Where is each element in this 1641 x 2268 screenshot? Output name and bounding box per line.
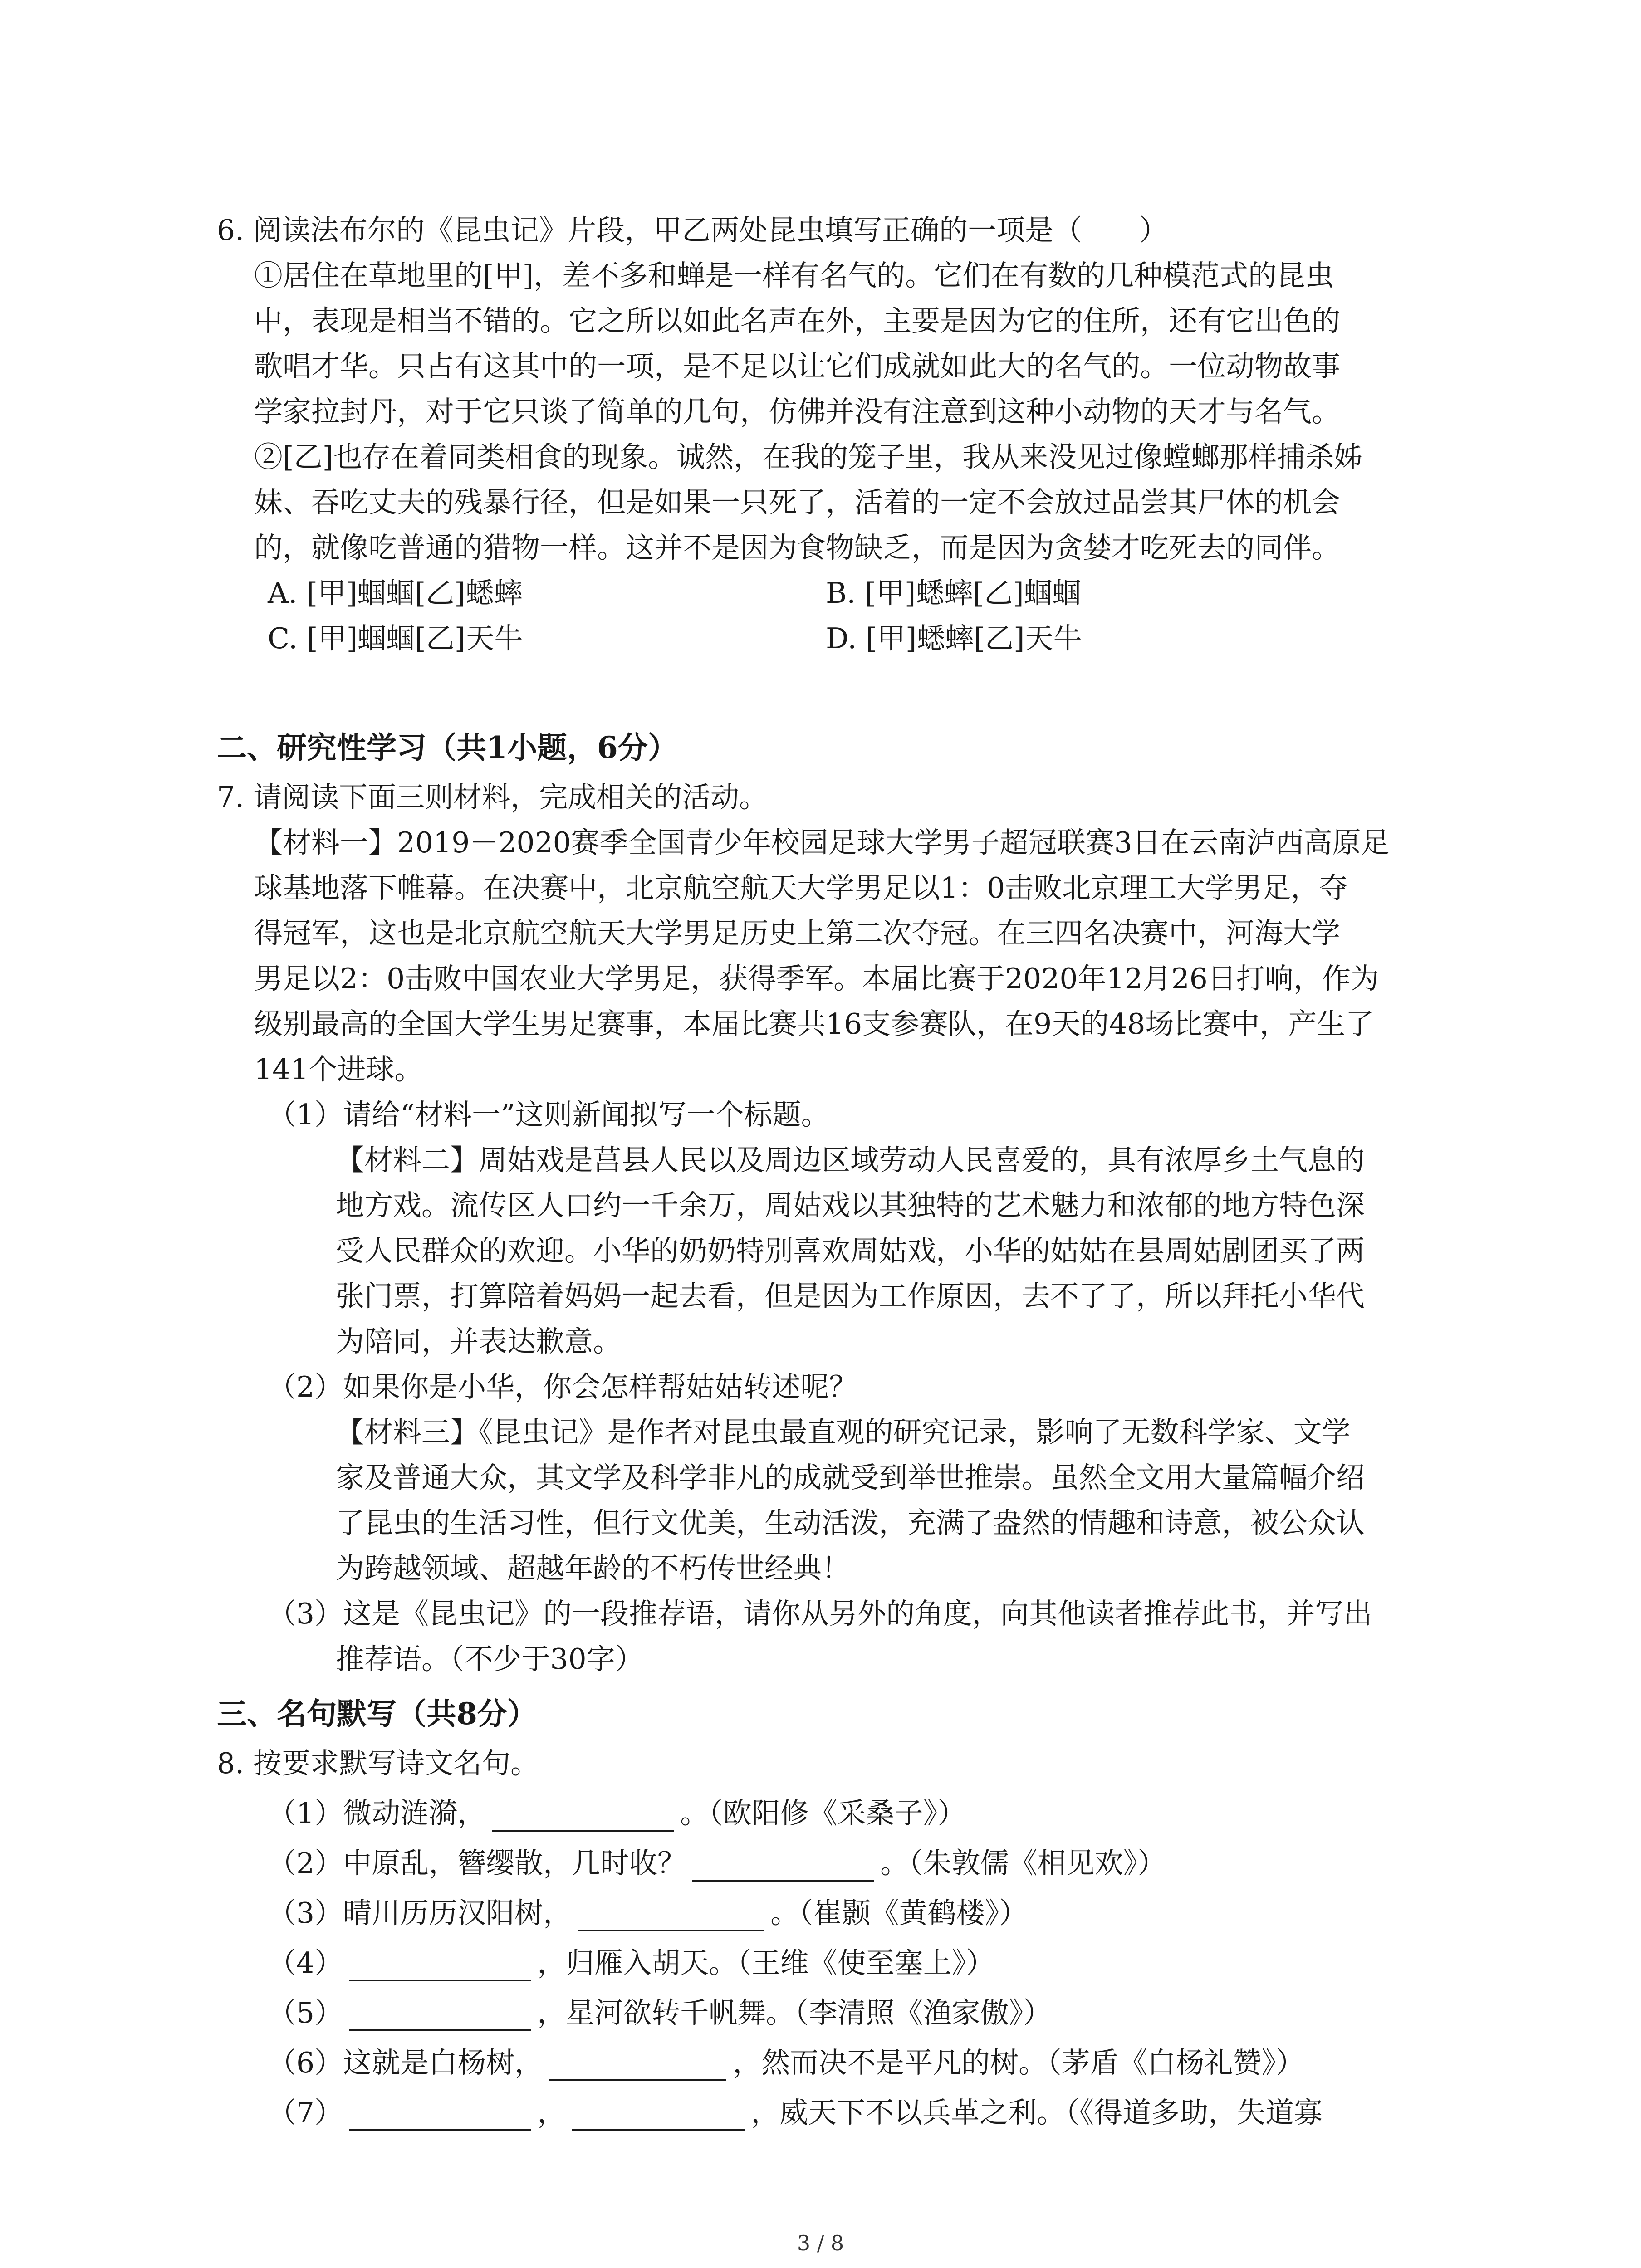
item-number: （4）	[268, 1946, 343, 1980]
q7-sub1: （1）请给“材料一”这则新闻拟写一个标题。	[268, 1098, 830, 1131]
q7-material1-line: 141个进球。	[254, 1053, 423, 1086]
q8-item-4	[268, 1945, 994, 1981]
item-number: （5）	[268, 1996, 343, 2029]
verse-text: 这就是白杨树，	[343, 2046, 544, 2079]
verse-text: 晴川历历汉阳树，	[343, 1897, 572, 1930]
q8-item-7	[268, 2095, 1323, 2131]
answer-blank[interactable]	[572, 2101, 745, 2131]
q7-material2-line: 受人民群众的欢迎。小华的奶奶特别喜欢周姑戏，小华的姑姑在县周姑剧团买了两	[336, 1234, 1365, 1267]
q7-sub2: （2）如果你是小华，你会怎样帮姑姑转述呢？	[268, 1370, 858, 1403]
q7-material1-line: 【材料一】2019－2020赛季全国青少年校园足球大学男子超冠联赛3日在云南泸西高原足	[254, 826, 1390, 859]
q8-item-6	[268, 2045, 1304, 2081]
answer-blank[interactable]	[349, 1951, 531, 1981]
q7-stem: 7. 请阅读下面三则材料，完成相关的活动。	[217, 781, 768, 814]
item-number: （3）	[268, 1897, 343, 1930]
verse-source: ，星河欲转千帆舞。（李清照《渔家傲》）	[537, 1996, 1052, 2029]
item-number: （7）	[268, 2096, 343, 2129]
q7-material2-line: 地方戏。流传区人口约一千余万，周姑戏以其独特的艺术魅力和浓郁的地方特色深	[336, 1189, 1365, 1222]
q8-item-5	[268, 1995, 1052, 2031]
q6-option-c: C. [甲]蝈蝈[乙]天牛	[268, 622, 523, 655]
verse-source: ，威天下不以兵革之利。（《得道多助，失道寡	[751, 2096, 1323, 2129]
verse-source: 。（欧阳修《采桑子》）	[680, 1797, 966, 1830]
q6-stem: 6. 阅读法布尔的《昆虫记》片段，甲乙两处昆虫填写正确的一项是（ ）	[217, 214, 1168, 247]
q7-material2-line: 张门票，打算陪着妈妈一起去看，但是因为工作原因，去不了了，所以拜托小华代	[336, 1280, 1365, 1313]
q7-material3-line: 【材料三】《昆虫记》是作者对昆虫最直观的研究记录，影响了无数科学家、文学	[336, 1416, 1351, 1449]
q8-item-2	[268, 1845, 1166, 1882]
answer-blank[interactable]	[549, 2051, 726, 2081]
q7-material3-line: 了昆虫的生活习性，但行文优美，生动活泼，充满了盎然的情趣和诗意，被公众认	[336, 1506, 1365, 1540]
q6-passage-line: 中，表现是相当不错的。它之所以如此名声在外，主要是因为它的住所，还有它出色的	[254, 304, 1340, 337]
answer-blank[interactable]	[349, 2101, 531, 2131]
verse-source: ，归雁入胡天。（王维《使至塞上》）	[537, 1946, 995, 1980]
q7-material3-line: 家及普通大众，其文学及科学非凡的成就受到举世推崇。虽然全文用大量篇幅介绍	[336, 1461, 1365, 1494]
q7-material1-line: 得冠军，这也是北京航空航天大学男足历史上第二次夺冠。在三四名决赛中，河海大学	[254, 917, 1340, 950]
page-number: 3 / 8	[797, 2231, 844, 2255]
q6-passage-line: 学家拉封丹，对于它只谈了简单的几句，仿佛并没有注意到这种小动物的天才与名气。	[254, 395, 1340, 428]
q6-option-a: A. [甲]蝈蝈[乙]蟋蟀	[268, 577, 523, 610]
q7-material2-line: 为陪同，并表达歉意。	[336, 1325, 622, 1358]
item-number: （1）	[268, 1797, 343, 1830]
q7-material1-line: 球基地落下帷幕。在决赛中，北京航空航天大学男足以1：0击败北京理工大学男足，夺	[254, 871, 1348, 904]
q8-stem: 8. 按要求默写诗文名句。	[217, 1747, 539, 1780]
q7-material1-line: 级别最高的全国大学生男足赛事，本届比赛共16支参赛队，在9天的48场比赛中，产生了	[254, 1007, 1374, 1041]
answer-blank[interactable]	[692, 1852, 874, 1882]
q6-option-b: B. [甲]蟋蟀[乙]蝈蝈	[826, 577, 1081, 610]
q8-item-1	[268, 1795, 966, 1832]
item-number: （6）	[268, 2046, 343, 2079]
verse-source: 。（崔颢《黄鹤楼》）	[770, 1897, 1028, 1930]
answer-blank[interactable]	[578, 1901, 764, 1931]
section-heading: 二、研究性学习（共1小题，6分）	[217, 730, 678, 765]
verse-text: 微动涟漪，	[343, 1797, 486, 1830]
verse-punct: ，	[537, 2096, 566, 2129]
q7-material2-line: 【材料二】周姑戏是莒县人民以及周边区域劳动人民喜爱的，具有浓厚乡土气息的	[336, 1144, 1365, 1177]
q6-passage-line: ②[乙]也存在着同类相食的现象。诚然，在我的笼子里，我从来没见过像螳螂那样捕杀姊	[254, 440, 1363, 474]
item-number: （2）	[268, 1847, 343, 1880]
q8-item-3	[268, 1895, 1028, 1931]
q7-material3-line: 为跨越领域、超越年龄的不朽传世经典！	[336, 1552, 850, 1585]
q6-passage-line: 妹、吞吃丈夫的残暴行径，但是如果一只死了，活着的一定不会放过品尝其尸体的机会	[254, 486, 1340, 519]
q6-passage-line: 的，就像吃普通的猎物一样。这并不是因为食物缺乏，而是因为贪婪才吃死去的同伴。	[254, 531, 1340, 564]
verse-text: 中原乱，簪缨散，几时收？	[343, 1847, 686, 1880]
q7-sub3-line: 推荐语。（不少于30字）	[336, 1642, 644, 1676]
q7-material1-line: 男足以2：0击败中国农业大学男足，获得季军。本届比赛于2020年12月26日打响，作为	[254, 962, 1379, 995]
q7-sub3-line: （3）这是《昆虫记》的一段推荐语，请你从另外的角度，向其他读者推荐此书，并写出	[268, 1597, 1372, 1630]
verse-source: 。（朱敦儒《相见欢》）	[880, 1847, 1166, 1880]
q6-passage-line: ①居住在草地里的[甲]，差不多和蝉是一样有名气的。它们在有数的几种模范式的昆虫	[254, 259, 1334, 292]
answer-blank[interactable]	[349, 2001, 531, 2031]
q6-passage-line: 歌唱才华。只占有这其中的一项，是不足以让它们成就如此大的名气的。一位动物故事	[254, 350, 1340, 383]
answer-blank[interactable]	[492, 1802, 674, 1832]
q6-option-d: D. [甲]蟋蟀[乙]天牛	[826, 622, 1082, 655]
section-heading: 三、名句默写（共8分）	[217, 1696, 537, 1731]
verse-source: ，然而决不是平凡的树。（茅盾《白杨礼赞》）	[733, 2046, 1305, 2079]
